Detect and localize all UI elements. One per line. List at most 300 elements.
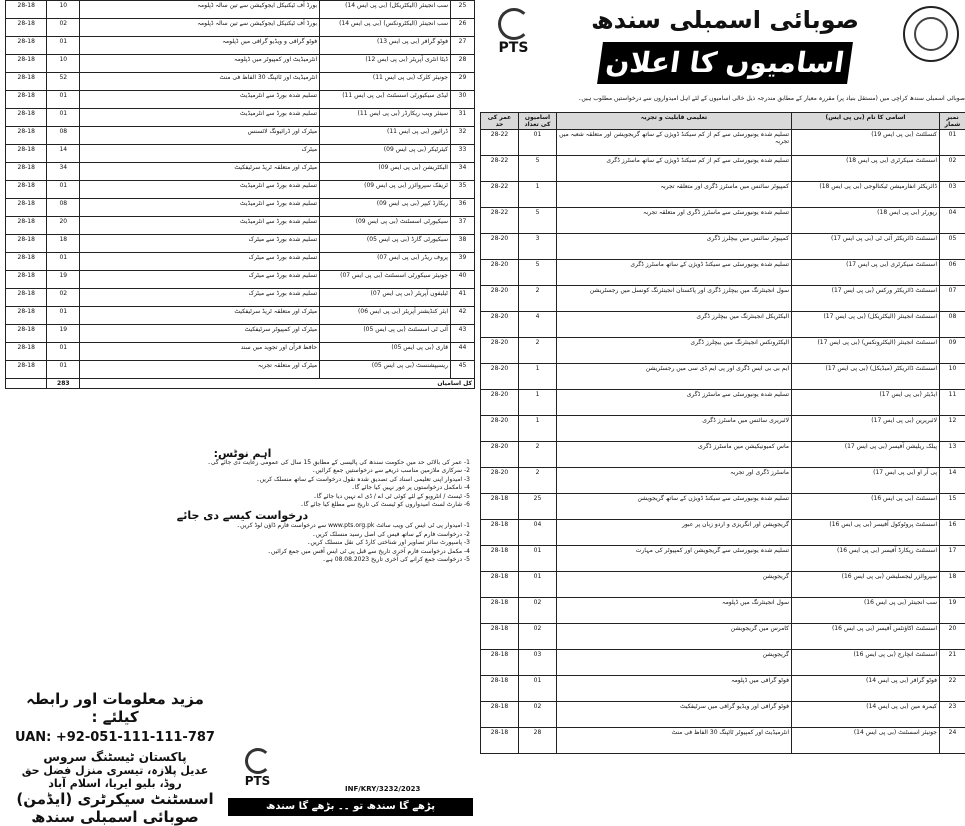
- table-row: [6, 199, 475, 217]
- qualification-cell: میٹرک اور کمپیوٹر سرٹیفکیٹ: [80, 325, 320, 343]
- post-cell: جونیئر اسسٹنٹ (بی پی ایس 14): [792, 728, 940, 754]
- left-column: [0, 0, 475, 821]
- pts-logo-small: [235, 748, 280, 788]
- qualification-cell: گریجویشن: [557, 650, 792, 676]
- age-cell: 28-18: [6, 343, 47, 361]
- count-cell: 01: [47, 253, 80, 271]
- sr-cell: 04: [940, 208, 965, 234]
- count-cell: 10: [47, 1, 80, 19]
- count-cell: 14: [47, 145, 80, 163]
- sr-cell: 02: [940, 156, 965, 182]
- howto-list: [15, 522, 470, 565]
- qualification-cell: میٹرک اور متعلقہ ٹریڈ سرٹیفکیٹ: [80, 307, 320, 325]
- post-cell: لیڈی سیکیورٹی اسسٹنٹ (بی پی ایس 11): [320, 91, 451, 109]
- count-cell: 52: [47, 73, 80, 91]
- table-row: [6, 127, 475, 145]
- signatory-org: صوبائی اسمبلی سندھ: [15, 808, 215, 826]
- age-cell: 28-18: [481, 598, 519, 624]
- list-item: 2- سرکاری ملازمین مناسب ذریعے سے درخواستیں جمع کرائیں۔: [15, 467, 470, 476]
- qualification-cell: کامرس میں گریجویشن: [557, 624, 792, 650]
- qualification-cell: میٹرک اور متعلقہ تجربہ: [80, 361, 320, 379]
- table-row: [6, 1, 475, 19]
- right-jobs-table: [480, 112, 965, 754]
- table-row: [6, 343, 475, 361]
- sr-cell: 21: [940, 650, 965, 676]
- table-row: [481, 312, 965, 338]
- pts-swirl-icon: [498, 8, 530, 40]
- age-cell: 28-18: [6, 253, 47, 271]
- qualification-cell: تسلیم شدہ یونیورسٹی سے کم از کم سیکنڈ ڈویژن کے ساتھ گریجویشن اور متعلقہ شعبہ میں تجربہ: [557, 130, 792, 156]
- count-cell: 01: [47, 307, 80, 325]
- count-cell: 01: [47, 343, 80, 361]
- sr-cell: 07: [940, 286, 965, 312]
- sr-cell: 35: [450, 181, 474, 199]
- sr-cell: 03: [940, 182, 965, 208]
- qualification-cell: فوٹو گرافی اور ویڈیو گرافی میں سرٹیفکیٹ: [557, 702, 792, 728]
- sr-cell: 27: [450, 37, 474, 55]
- count-cell: 08: [47, 199, 80, 217]
- table-row: [481, 624, 965, 650]
- qualification-cell: کمپیوٹر سائنس میں ماسٹرز ڈگری اور متعلقہ تجربہ: [557, 182, 792, 208]
- sr-cell: 15: [940, 494, 965, 520]
- count-cell: 01: [47, 37, 80, 55]
- intro-text: صوبائی اسمبلی سندھ کراچی میں (مستقل بنیاد پر) مقررہ معیار کے مطابق مندرجہ ذیل خالی اسامیوں کے لئے اہل امیدواروں سے درخواستیں مطلوب ہیں۔: [480, 95, 965, 103]
- qualification-cell: تسلیم شدہ یونیورسٹی سے ماسٹرز ڈگری اور متعلقہ تجربہ: [557, 208, 792, 234]
- count-cell: 25: [519, 494, 557, 520]
- list-item: 1- امیدوار پی ٹی ایس کی ویب سائٹ www.pts.org.pk سے درخواست فارم ڈاؤن لوڈ کریں۔: [15, 522, 470, 531]
- sr-cell: 12: [940, 416, 965, 442]
- count-cell: 4: [519, 312, 557, 338]
- list-item: 6- شارٹ لسٹ امیدواروں کو ٹیسٹ کی تاریخ سے مطلع کیا جائے گا۔: [15, 501, 470, 510]
- sr-cell: 33: [450, 145, 474, 163]
- table-row: [481, 416, 965, 442]
- table-row: [481, 520, 965, 546]
- col-count: اسامیوں کی تعداد: [519, 113, 557, 130]
- sr-cell: 32: [450, 127, 474, 145]
- table-row: [481, 286, 965, 312]
- assembly-emblem-icon: [903, 6, 959, 62]
- post-cell: ٹیلیفون آپریٹر (بی پی ایس 07): [320, 289, 451, 307]
- total-label: کل اسامیاں: [80, 379, 475, 389]
- col-sr: نمبر شمار: [940, 113, 965, 130]
- post-cell: کیئرٹیکر (بی پی ایس 09): [320, 145, 451, 163]
- post-cell: اسسٹنٹ ڈائریکٹر (میڈیکل) (بی پی ایس 17): [792, 364, 940, 390]
- table-row: [481, 442, 965, 468]
- sr-cell: 40: [450, 271, 474, 289]
- sr-cell: 08: [940, 312, 965, 338]
- table-row: [6, 289, 475, 307]
- age-cell: 28-18: [6, 145, 47, 163]
- count-cell: 5: [519, 156, 557, 182]
- post-cell: قاری (بی پی ایس 05): [320, 343, 451, 361]
- service-address: عدیل پلازہ، تیسری منزل فضل حق روڈ، بلیو ایریا، اسلام آباد: [15, 764, 215, 790]
- age-cell: 28-18: [6, 55, 47, 73]
- count-cell: 02: [47, 289, 80, 307]
- qualification-cell: انٹرمیڈیٹ اور کمپیوٹر میں ڈپلومہ: [80, 55, 320, 73]
- sr-cell: 13: [940, 442, 965, 468]
- count-cell: 2: [519, 338, 557, 364]
- list-item: 2- درخواست فارم کے ساتھ فیس کی اصل رسید منسلک کریں۔: [15, 531, 470, 540]
- sr-cell: 23: [940, 702, 965, 728]
- age-cell: 28-18: [481, 624, 519, 650]
- table-row: [6, 37, 475, 55]
- post-cell: ڈائریکٹر انفارمیشن ٹیکنالوجی (بی پی ایس 18): [792, 182, 940, 208]
- table-row: [481, 260, 965, 286]
- table-row: [481, 390, 965, 416]
- qualification-cell: تسلیم شدہ یونیورسٹی سے گریجویشن اور کمپیوٹر کی مہارت: [557, 546, 792, 572]
- qualification-cell: لائبریری سائنس میں ماسٹرز ڈگری: [557, 416, 792, 442]
- qualification-cell: تسلیم شدہ بورڈ سے انٹرمیڈیٹ: [80, 199, 320, 217]
- sr-cell: 10: [940, 364, 965, 390]
- sr-cell: 34: [450, 163, 474, 181]
- table-row: [6, 163, 475, 181]
- sr-cell: 09: [940, 338, 965, 364]
- post-cell: سیکیورٹی اسسٹنٹ (بی پی ایس 09): [320, 217, 451, 235]
- post-cell: اسسٹنٹ سیکرٹری (بی پی ایس 18): [792, 156, 940, 182]
- table-row: [481, 650, 965, 676]
- post-cell: جونیئر کلرک (بی پی ایس 11): [320, 73, 451, 91]
- sr-cell: 45: [450, 361, 474, 379]
- table-row: [481, 572, 965, 598]
- age-cell: 28-18: [6, 127, 47, 145]
- qualification-cell: تسلیم شدہ بورڈ سے انٹرمیڈیٹ: [80, 217, 320, 235]
- sr-cell: 11: [940, 390, 965, 416]
- table-row: [481, 494, 965, 520]
- table-row: [6, 145, 475, 163]
- qualification-cell: الیکٹریکل انجینئرنگ میں بیچلرز ڈگری: [557, 312, 792, 338]
- table-row: [6, 217, 475, 235]
- count-cell: 18: [47, 235, 80, 253]
- qualification-cell: تسلیم شدہ یونیورسٹی سے سیکنڈ ڈویژن کے ساتھ ماسٹرز ڈگری: [557, 260, 792, 286]
- post-cell: اسسٹنٹ انچارج (بی پی ایس 16): [792, 650, 940, 676]
- post-cell: سپروائزر لیجسلیشن (بی پی ایس 16): [792, 572, 940, 598]
- qualification-cell: ماسٹرز ڈگری اور تجربہ: [557, 468, 792, 494]
- count-cell: 02: [519, 598, 557, 624]
- age-cell: 28-22: [481, 182, 519, 208]
- count-cell: 1: [519, 182, 557, 208]
- post-cell: کیمرہ مین (بی پی ایس 14): [792, 702, 940, 728]
- age-cell: 28-18: [6, 73, 47, 91]
- count-cell: 04: [519, 520, 557, 546]
- qualification-cell: تسلیم شدہ بورڈ سے انٹرمیڈیٹ: [80, 91, 320, 109]
- table-row: [6, 19, 475, 37]
- age-cell: 28-18: [481, 702, 519, 728]
- age-cell: 28-18: [481, 728, 519, 754]
- qualification-cell: سول انجینئرنگ میں بیچلرز ڈگری اور پاکستان انجینئرنگ کونسل میں رجسٹریشن: [557, 286, 792, 312]
- qualification-cell: تسلیم شدہ بورڈ سے میٹرک: [80, 235, 320, 253]
- post-cell: پروف ریڈر (بی پی ایس 07): [320, 253, 451, 271]
- table-row: [6, 325, 475, 343]
- sr-cell: 30: [450, 91, 474, 109]
- count-cell: 19: [47, 271, 80, 289]
- total-row: [6, 379, 475, 389]
- count-cell: 20: [47, 217, 80, 235]
- sr-cell: 36: [450, 199, 474, 217]
- table-row: [481, 156, 965, 182]
- count-cell: 02: [47, 19, 80, 37]
- post-cell: اسسٹنٹ انجینئر (الیکٹرونکس) (بی پی ایس 17): [792, 338, 940, 364]
- count-cell: 28: [519, 728, 557, 754]
- age-cell: 28-20: [481, 442, 519, 468]
- post-cell: لائبریرین (بی پی ایس 17): [792, 416, 940, 442]
- post-cell: ڈیٹا انٹری آپریٹر (بی پی ایس 12): [320, 55, 451, 73]
- post-cell: فوٹو گرافر (بی پی ایس 13): [320, 37, 451, 55]
- table-row: [6, 253, 475, 271]
- right-column: [480, 0, 965, 821]
- post-cell: الیکٹریشن (بی پی ایس 09): [320, 163, 451, 181]
- count-cell: 2: [519, 286, 557, 312]
- qualification-cell: کمپیوٹر سائنس میں بیچلرز ڈگری: [557, 234, 792, 260]
- sr-cell: 22: [940, 676, 965, 702]
- col-post: اسامی کا نام (بی پی ایس): [792, 113, 940, 130]
- post-cell: رپورٹر (بی پی ایس 18): [792, 208, 940, 234]
- post-cell: پبلک ریلیشن آفیسر (بی پی ایس 17): [792, 442, 940, 468]
- post-cell: سب انجینئر (الیکٹریکل) (بی پی ایس 14): [320, 1, 451, 19]
- announcement-banner: اسامیوں کا اعلان: [597, 42, 853, 84]
- count-cell: 01: [47, 91, 80, 109]
- count-cell: 01: [519, 572, 557, 598]
- qualification-cell: میٹرک: [80, 145, 320, 163]
- post-cell: سب انجینئر (بی پی ایس 16): [792, 598, 940, 624]
- qualification-cell: فوٹو گرافی و ویڈیو گرافی میں ڈپلومہ: [80, 37, 320, 55]
- qualification-cell: تسلیم شدہ بورڈ سے انٹرمیڈیٹ: [80, 181, 320, 199]
- count-cell: 02: [519, 702, 557, 728]
- table-row: [481, 728, 965, 754]
- age-cell: 28-18: [481, 676, 519, 702]
- list-item: 4- مکمل درخواست فارم آخری تاریخ سے قبل پی ٹی ایس آفس میں جمع کرائیں۔: [15, 548, 470, 557]
- table-row: [481, 182, 965, 208]
- age-cell: 28-22: [481, 130, 519, 156]
- post-cell: اسسٹنٹ (بی پی ایس 16): [792, 494, 940, 520]
- pts-swirl-icon: [245, 748, 271, 774]
- table-row: [6, 235, 475, 253]
- table-row: [481, 364, 965, 390]
- post-cell: اسسٹنٹ اکاؤنٹس آفیسر (بی پی ایس 16): [792, 624, 940, 650]
- qualification-cell: تسلیم شدہ یونیورسٹی سے سیکنڈ ڈویژن کے ساتھ گریجویشن: [557, 494, 792, 520]
- sr-cell: 17: [940, 546, 965, 572]
- table-row: [481, 468, 965, 494]
- post-cell: اسسٹنٹ ڈائریکٹر ورکس (بی پی ایس 17): [792, 286, 940, 312]
- qualification-cell: ایم بی بی ایس ڈگری اور پی ایم ڈی سی میں رجسٹریشن: [557, 364, 792, 390]
- post-cell: سیکیورٹی گارڈ (بی پی ایس 05): [320, 235, 451, 253]
- age-cell: 28-20: [481, 364, 519, 390]
- assembly-title: صوبائی اسمبلی سندھ: [590, 6, 860, 34]
- age-cell: 28-18: [6, 289, 47, 307]
- contact-block: [15, 690, 215, 826]
- sr-cell: 38: [450, 235, 474, 253]
- table-row: [481, 208, 965, 234]
- age-cell: 28-18: [6, 235, 47, 253]
- qualification-cell: تسلیم شدہ بورڈ سے انٹرمیڈیٹ: [80, 109, 320, 127]
- count-cell: 01: [519, 546, 557, 572]
- qualification-cell: تسلیم شدہ یونیورسٹی سے کم از کم سیکنڈ ڈویژن کے ساتھ ماسٹرز ڈگری: [557, 156, 792, 182]
- age-cell: 28-18: [6, 19, 47, 37]
- pts-logo-text: PTS: [486, 40, 541, 56]
- qualification-cell: تسلیم شدہ بورڈ سے میٹرک: [80, 271, 320, 289]
- age-cell: 28-18: [6, 181, 47, 199]
- sr-cell: 44: [450, 343, 474, 361]
- post-cell: ڈرائیور (بی پی ایس 11): [320, 127, 451, 145]
- qualification-cell: حافظ قرآن اور تجوید میں سند: [80, 343, 320, 361]
- count-cell: 5: [519, 260, 557, 286]
- list-item: 5- درخواست جمع کرانے کی آخری تاریخ 08.08.2023 ہے۔: [15, 556, 470, 565]
- count-cell: 10: [47, 55, 80, 73]
- sr-cell: 26: [450, 19, 474, 37]
- sr-cell: 25: [450, 1, 474, 19]
- age-cell: 28-18: [6, 307, 47, 325]
- qualification-cell: ماس کمیونیکیشن میں ماسٹرز ڈگری: [557, 442, 792, 468]
- list-item: 4- نامکمل درخواستوں پر غور نہیں کیا جائے گا۔: [15, 484, 470, 493]
- sr-cell: 14: [940, 468, 965, 494]
- total-spacer: [6, 379, 47, 389]
- total-value: 283: [47, 379, 80, 389]
- age-cell: 28-20: [481, 338, 519, 364]
- table-header-row: [481, 113, 965, 130]
- table-row: [6, 271, 475, 289]
- pts-logo-text: PTS: [235, 774, 280, 788]
- post-cell: سب انجینئر (الیکٹرونکس) (بی پی ایس 14): [320, 19, 451, 37]
- notes-title: اہم نوٹس:: [15, 450, 470, 459]
- post-cell: کنسلٹنٹ (بی پی ایس 19): [792, 130, 940, 156]
- list-item: 5- ٹیسٹ / انٹرویو کے لئے کوئی ٹی اے / ڈی اے نہیں دیا جائے گا۔: [15, 493, 470, 502]
- sr-cell: 06: [940, 260, 965, 286]
- sr-cell: 37: [450, 217, 474, 235]
- post-cell: سینئر ویب ریکارڈر (بی پی ایس 11): [320, 109, 451, 127]
- count-cell: 01: [519, 676, 557, 702]
- age-cell: 28-18: [6, 37, 47, 55]
- table-row: [6, 109, 475, 127]
- count-cell: 01: [47, 181, 80, 199]
- age-cell: 28-18: [6, 91, 47, 109]
- count-cell: 3: [519, 234, 557, 260]
- count-cell: 2: [519, 442, 557, 468]
- qualification-cell: تسلیم شدہ یونیورسٹی سے ماسٹرز ڈگری: [557, 390, 792, 416]
- sr-cell: 39: [450, 253, 474, 271]
- reference-number: INF/KRY/3232/2023: [345, 785, 420, 793]
- sr-cell: 29: [450, 73, 474, 91]
- age-cell: 28-18: [481, 520, 519, 546]
- qualification-cell: بورڈ آف ٹیکنیکل ایجوکیشن سے تین سالہ ڈپلومہ: [80, 1, 320, 19]
- table-row: [6, 55, 475, 73]
- qualification-cell: تسلیم شدہ بورڈ سے میٹرک: [80, 289, 320, 307]
- qualification-cell: گریجویشن: [557, 572, 792, 598]
- contact-heading: مزید معلومات اور رابطہ کیلئے :: [15, 690, 215, 726]
- count-cell: 1: [519, 390, 557, 416]
- table-row: [6, 91, 475, 109]
- count-cell: 19: [47, 325, 80, 343]
- howto-title: درخواست کیسے دی جائے: [15, 512, 470, 521]
- sr-cell: 28: [450, 55, 474, 73]
- age-cell: 28-22: [481, 208, 519, 234]
- qualification-cell: گریجویشن اور انگریزی و اردو زبان پر عبور: [557, 520, 792, 546]
- age-cell: 28-18: [6, 217, 47, 235]
- sr-cell: 42: [450, 307, 474, 325]
- list-item: 1- عمر کی بالائی حد میں حکومت سندھ کی پالیسی کے مطابق 15 سال کی عمومی رعایت دی جائے گی۔: [15, 459, 470, 468]
- count-cell: 02: [519, 624, 557, 650]
- age-cell: 28-18: [6, 163, 47, 181]
- notes-list: [15, 459, 470, 510]
- post-cell: اسسٹنٹ ڈائریکٹر آئی ٹی (بی پی ایس 17): [792, 234, 940, 260]
- qualification-cell: الیکٹرونکس انجینئرنگ میں بیچلرز ڈگری: [557, 338, 792, 364]
- sr-cell: 24: [940, 728, 965, 754]
- qualification-cell: میٹرک اور متعلقہ ٹریڈ سرٹیفکیٹ: [80, 163, 320, 181]
- footer-slogan: پڑھے گا سندھ تو ۔۔ بڑھے گا سندھ: [228, 798, 473, 816]
- count-cell: 01: [47, 109, 80, 127]
- age-cell: 28-18: [6, 199, 47, 217]
- age-cell: 28-18: [481, 572, 519, 598]
- age-cell: 28-22: [481, 156, 519, 182]
- list-item: 3- امیدوار اپنی تعلیمی اسناد کی تصدیق شدہ نقول درخواست کے ساتھ منسلک کریں۔: [15, 476, 470, 485]
- count-cell: 03: [519, 650, 557, 676]
- table-row: [6, 73, 475, 91]
- age-cell: 28-20: [481, 260, 519, 286]
- qualification-cell: سول انجینئرنگ میں ڈپلومہ: [557, 598, 792, 624]
- post-cell: پی آر او (بی پی ایس 17): [792, 468, 940, 494]
- sr-cell: 16: [940, 520, 965, 546]
- post-cell: فوٹو گرافر (بی پی ایس 14): [792, 676, 940, 702]
- age-cell: 28-18: [6, 1, 47, 19]
- sr-cell: 31: [450, 109, 474, 127]
- qualification-cell: انٹرمیڈیٹ اور ٹائپنگ 30 الفاظ فی منٹ: [80, 73, 320, 91]
- left-jobs-table: [5, 0, 475, 389]
- table-row: [481, 702, 965, 728]
- sr-cell: 20: [940, 624, 965, 650]
- post-cell: ٹریفک سپروائزر (بی پی ایس 09): [320, 181, 451, 199]
- age-cell: 28-18: [481, 650, 519, 676]
- age-cell: 28-20: [481, 286, 519, 312]
- qualification-cell: فوٹو گرافی میں ڈپلومہ: [557, 676, 792, 702]
- count-cell: 08: [47, 127, 80, 145]
- signatory-title: اسسٹنٹ سیکرٹری (ایڈمن): [15, 790, 215, 808]
- age-cell: 28-18: [6, 361, 47, 379]
- table-row: [481, 546, 965, 572]
- table-row: [481, 598, 965, 624]
- count-cell: 34: [47, 163, 80, 181]
- age-cell: 28-20: [481, 468, 519, 494]
- age-cell: 28-20: [481, 416, 519, 442]
- table-row: [481, 130, 965, 156]
- age-cell: 28-18: [6, 325, 47, 343]
- count-cell: 2: [519, 468, 557, 494]
- qualification-cell: میٹرک اور ڈرائیونگ لائسنس: [80, 127, 320, 145]
- age-cell: 28-20: [481, 312, 519, 338]
- col-qualification: تعلیمی قابلیت و تجربہ: [557, 113, 792, 130]
- table-row: [481, 234, 965, 260]
- qualification-cell: انٹرمیڈیٹ اور کمپیوٹر ٹائپنگ 30 الفاظ فی منٹ: [557, 728, 792, 754]
- count-cell: 1: [519, 416, 557, 442]
- sr-cell: 01: [940, 130, 965, 156]
- list-item: 3- پاسپورٹ سائز تصاویر اور شناختی کارڈ کی نقل منسلک کریں۔: [15, 539, 470, 548]
- sr-cell: 19: [940, 598, 965, 624]
- sr-cell: 18: [940, 572, 965, 598]
- post-cell: ریسیپشنسٹ (بی پی ایس 05): [320, 361, 451, 379]
- uan-number: UAN: +92-051-111-111-787: [15, 730, 215, 745]
- age-cell: 28-20: [481, 390, 519, 416]
- post-cell: اسسٹنٹ انجینئر (الیکٹریکل) (بی پی ایس 17): [792, 312, 940, 338]
- table-row: [481, 676, 965, 702]
- post-cell: جونیئر سیکورٹی اسسٹنٹ (بی پی ایس 07): [320, 271, 451, 289]
- ad-header: [480, 0, 965, 95]
- qualification-cell: بورڈ آف ٹیکنیکل ایجوکیشن سے تین سالہ ڈپلومہ: [80, 19, 320, 37]
- age-cell: 28-18: [481, 494, 519, 520]
- table-row: [6, 181, 475, 199]
- table-row: [6, 307, 475, 325]
- notes-section: [15, 450, 470, 565]
- count-cell: 01: [47, 361, 80, 379]
- age-cell: 28-18: [6, 109, 47, 127]
- age-cell: 28-18: [481, 546, 519, 572]
- count-cell: 01: [519, 130, 557, 156]
